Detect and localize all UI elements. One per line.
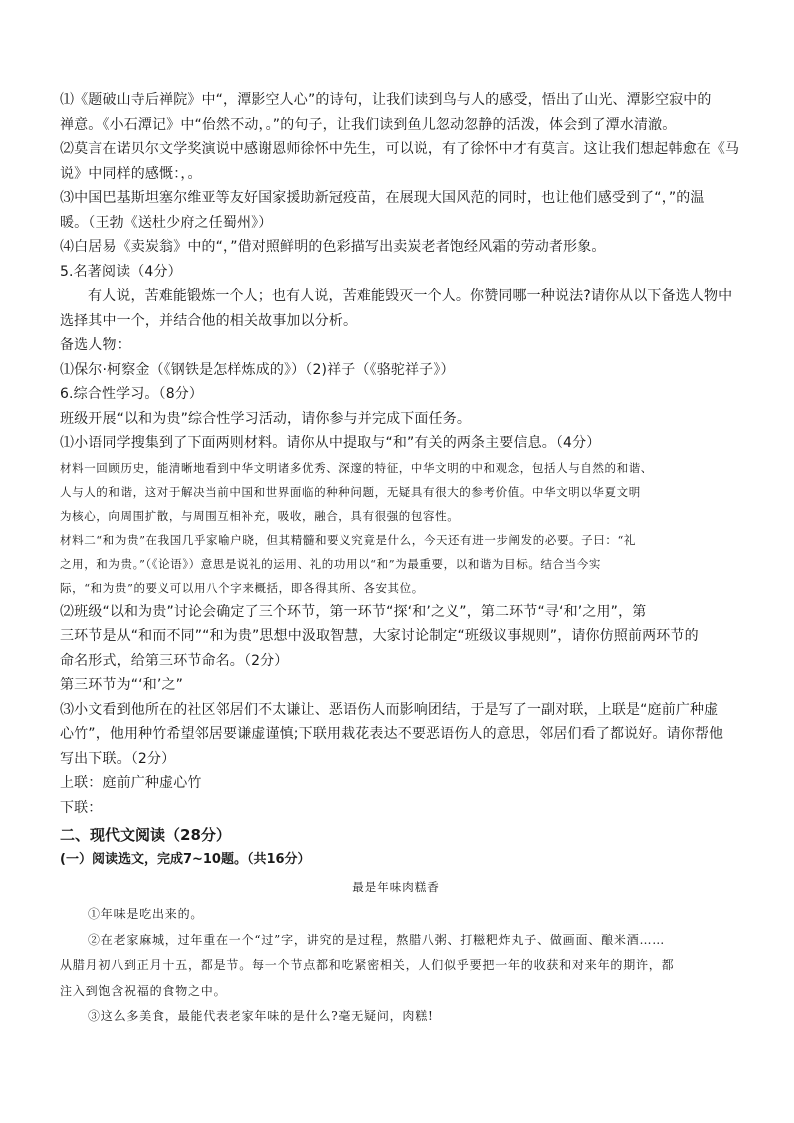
- section-2-modern-reading: [60, 822, 732, 1030]
- q6-material2-line1: 材料二“和为贵”在我国几乎家喻户晓，但其精髓和要义究竟是什么，今天还有进一步阐发的必要。子曰：“礼: [60, 532, 637, 547]
- essay-paragraph-2-line2: 从腊月初八到正月十五，都是节。每一个节点都和吃紧密相关，人们似乎要把一年的收获和对来年的期许，都: [60, 958, 675, 972]
- question-5-classic-reading: [60, 260, 732, 383]
- q5-candidates-label: 备选人物：: [60, 337, 131, 353]
- q5-body-line1: 有人说，苦难能锻炼一个人；也有人说，苦难能毁灭一个人。你赞同哪一种说法?请你从以下备选人物中: [88, 288, 733, 304]
- q6-task1: ⑴小语同学搜集到了下面两则材料。请你从中提取与“和”有关的两条主要信息。（4分）: [60, 435, 601, 451]
- exam-page: [60, 88, 740, 1030]
- essay-title: 最是年味肉糕香: [352, 880, 440, 894]
- q5-heading: 5.名著阅读（4分）: [60, 263, 182, 280]
- q6-task2-line1: ⑵班级“以和为贵”讨论会确定了三个环节，第一环节“探‘和’之义”，第二环节“寻‘和’之用”，第: [60, 603, 647, 620]
- q6-couplet-lower: 下联：: [60, 799, 103, 816]
- question-4-fill-in-poems: [60, 88, 740, 260]
- q4-item2-line1: ⑵莫言在诺贝尔文学奖演说中感谢恩师徐怀中先生，可以说，有了徐怀中才有莫言。这让我们想起韩愈在《马: [60, 141, 740, 157]
- essay-paragraph-2-line3: 注入到饱含祝福的食物之中。: [60, 983, 227, 998]
- q5-body-line2: 选择其中一个，并结合他的相关故事加以分析。: [60, 312, 358, 329]
- q6-task3-line2: 心竹”，他用种竹希望邻居要谦虚谨慎;下联用栽花表达不要恶语伤人的意思，邻居们看了都说好。请你帮他: [60, 726, 724, 742]
- q6-material1-line1: 材料一回顾历史，能清晰地看到中华文明诸多优秀、深邃的特征，中华文明的中和观念，包括人与自然的和谐、: [60, 460, 653, 475]
- question-6-comprehensive-study: [60, 382, 732, 820]
- essay-paragraph-2-line1: ②在老家麻城，过年重在一个“过”字，讲究的是过程，熬腊八粥、打糍粑炸丸子、做画面、酿米酒……: [88, 932, 666, 947]
- q4-item3-line2: 暖。（王勃《送杜少府之任蜀州》）: [60, 214, 273, 231]
- q6-material2-line3: 际，“和为贵”的要义可以用八个字来概括，即各得其所、各安其位。: [60, 580, 424, 595]
- q6-task2-line2: 三环节是从“和而不同”“和为贵”思想中汲取智慧，大家讨论制定“班级议事规则”，请你仿照前两环节的: [60, 628, 699, 644]
- q6-material2-line2: 之用，和为贵。”（《论语》）意思是说礼的运用、礼的功用以“和”为最重要，以和谐为目标。结合当今实: [60, 556, 601, 571]
- q6-task3-line3: 写出下联。（2分）: [60, 750, 176, 767]
- q6-task2-line3: 命名形式，给第三环节命名。（2分）: [60, 652, 289, 669]
- essay-paragraph-1: ①年味是吃出来的。: [88, 907, 204, 921]
- q5-candidates: ⑴保尔·柯察金（《钢铁是怎样炼成的》）（2)祥子（《骆驼祥子》）: [60, 361, 455, 378]
- q4-item2-line2: 说》中同样的感慨：，。: [60, 165, 202, 182]
- q6-heading: 6.综合性学习。（8分）: [60, 386, 204, 402]
- q4-item3-line1: ⑶中国巴基斯坦塞尔维亚等友好国家援助新冠疫苗，在展现大国风范的同时，也让他们感受到了“，”的温: [60, 190, 705, 206]
- q6-couplet-upper: 上联：庭前广种虚心竹: [60, 775, 202, 791]
- q4-item1-line2: 禅意。《小石潭记》中“佁然不动，。”的句子，让我们读到鱼儿忽动忽静的活泼，体会到了潭水清澈。: [60, 116, 677, 133]
- section-2-sub-heading: (一）阅读选文，完成7~10题。（共16分）: [60, 852, 311, 867]
- q4-item1-line1: ⑴《题破山寺后禅院》中“，潭影空人心”的诗句，让我们读到鸟与人的感受，悟出了山光、潭影空寂中的: [60, 92, 712, 108]
- q4-item4-line1: ⑷白居易《卖炭翁》中的“，”借对照鲜明的色彩描写出卖炭老者饱经风霜的劳动者形象。: [60, 239, 606, 255]
- essay-paragraph-3: ③这么多美食，最能代表老家年味的是什么?毫无疑问，肉糕!: [88, 1009, 434, 1023]
- section-2-heading: 二、现代文阅读（28分）: [60, 826, 231, 844]
- q6-intro: 班级开展“以和为贵”综合性学习活动，请你参与并完成下面任务。: [60, 410, 472, 427]
- q6-material1-line3: 为核心，向周围扩散，与周围互相补充，吸收，融合，具有很强的包容性。: [60, 508, 460, 523]
- q6-material1-line2: 人与人的和谐，这对于解决当前中国和世界面临的种种问题，无疑具有很大的参考价值。中华文明以华夏文明: [60, 484, 641, 499]
- q6-task2-answer: 第三环节为“‘和’之”: [60, 677, 184, 693]
- q6-task3-line1: ⑶小文看到他所在的社区邻居们不太谦让、恶语伤人而影响团结，于是写了一副对联，上联是“庭前广种虚: [60, 701, 719, 718]
